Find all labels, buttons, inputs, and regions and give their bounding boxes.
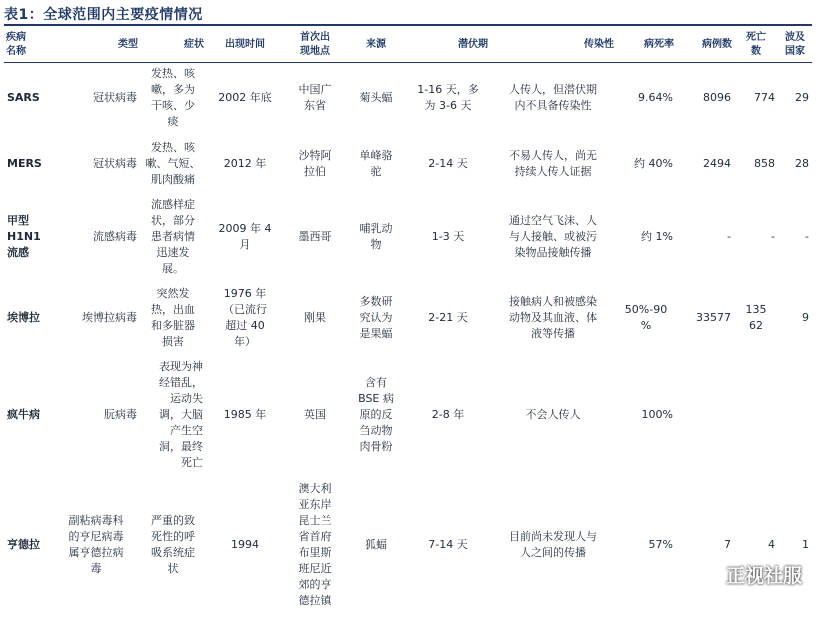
symptoms: 严重的致 死性的呼 吸系统症 状 bbox=[151, 514, 195, 575]
table-row bbox=[4, 66, 812, 130]
header-cases: 病例数 bbox=[702, 39, 732, 50]
origin-source: 多数研 究认为 是果蝠 bbox=[359, 295, 393, 340]
origin-source: 菊头蝠 bbox=[359, 91, 393, 104]
symptoms: 突然发 热，出血 和多脏器 损害 bbox=[151, 287, 195, 348]
header-time: 出现时间 bbox=[225, 39, 265, 50]
table-row bbox=[4, 130, 812, 197]
header-transmission: 传染性 bbox=[584, 39, 614, 50]
header-rule bbox=[4, 62, 812, 63]
header-name: 疾病 名称 bbox=[6, 32, 26, 57]
transmissibility: 接触病人和被感染 动物及其血液、体 液等传播 bbox=[509, 295, 597, 340]
incubation-period: 1-3 天 bbox=[431, 230, 465, 243]
first-appearance: 2002 年底 bbox=[218, 91, 272, 104]
fatality-rate: 约 1% bbox=[641, 230, 673, 243]
first-location: 英国 bbox=[304, 408, 326, 421]
watermark-text: 正视社服 bbox=[725, 565, 802, 587]
country-count: 28 bbox=[795, 156, 809, 170]
first-location: 刚果 bbox=[304, 311, 326, 324]
disease-name: MERS bbox=[7, 156, 42, 170]
case-count bbox=[676, 359, 734, 471]
country-count: 1 bbox=[802, 538, 809, 551]
country-count: 9 bbox=[802, 311, 809, 324]
virus-type: 朊病毒 bbox=[104, 408, 137, 421]
symptoms: 发热、咳 嗽，多为 干咳、少 痰 bbox=[151, 67, 195, 128]
transmissibility: 通过空气飞沫、人 与人接触、或被污 染物品接触传播 bbox=[509, 214, 597, 259]
watermark bbox=[694, 561, 802, 588]
header-source: 来源 bbox=[366, 39, 386, 50]
case-count: 33577 bbox=[696, 311, 731, 324]
first-appearance: 2012 年 bbox=[223, 156, 267, 170]
wechat-icon bbox=[694, 565, 720, 585]
case-count: - bbox=[727, 230, 731, 243]
death-count: 858 bbox=[754, 156, 775, 170]
header-fatality: 病死率 bbox=[644, 39, 674, 50]
first-appearance: 1985 年 bbox=[223, 408, 267, 421]
disease-name: 亨德拉 bbox=[7, 538, 40, 551]
symptoms: 流感样症 状，部分 患者病情 迅速发 展。 bbox=[151, 198, 195, 275]
disease-name: SARS bbox=[7, 91, 40, 104]
origin-source: 哺乳动 物 bbox=[359, 222, 393, 251]
table-caption: 表1：全球范围内主要疫情情况 bbox=[4, 7, 203, 23]
header-symptoms: 症状 bbox=[184, 39, 204, 50]
country-count: - bbox=[805, 230, 809, 243]
disease-name: 疯牛病 bbox=[7, 408, 40, 421]
incubation-period: 7-14 天 bbox=[428, 538, 468, 551]
origin-source: 狐蝠 bbox=[365, 538, 387, 551]
fatality-rate: 50%-90 % bbox=[624, 303, 668, 332]
table-row bbox=[4, 359, 812, 471]
fatality-rate: 100% bbox=[641, 408, 673, 421]
table-row bbox=[4, 277, 812, 359]
transmissibility: 不会人传人 bbox=[525, 408, 581, 421]
header-row bbox=[4, 24, 812, 66]
table-row bbox=[4, 197, 812, 277]
first-location: 中国广 东省 bbox=[298, 83, 332, 112]
incubation-period: 1-16 天，多 为 3-6 天 bbox=[417, 83, 479, 112]
death-count: 774 bbox=[754, 91, 775, 104]
country-count bbox=[778, 359, 812, 471]
virus-type: 冠状病毒 bbox=[93, 91, 137, 104]
symptoms: 表现为神 经错乱， 运动失 调，大脑 产生空 洞，最终 死亡 bbox=[159, 360, 203, 469]
virus-type: 冠状病毒 bbox=[93, 156, 137, 170]
case-count: 8096 bbox=[703, 91, 731, 104]
fatality-rate: 57% bbox=[648, 538, 673, 551]
symptoms: 发热、咳 嗽、气短、 肌肉酸痛 bbox=[145, 140, 201, 186]
case-count: 7 bbox=[724, 538, 731, 551]
disease-name: 甲型 H1N1 流感 bbox=[7, 214, 41, 259]
first-location: 沙特阿 拉伯 bbox=[298, 148, 332, 178]
table-row bbox=[4, 471, 812, 619]
transmissibility: 目前尚未发现人与 人之间的传播 bbox=[509, 530, 597, 559]
first-location: 澳大利 亚东岸 昆士兰 省首府 布里斯 班尼近 郊的亨 德拉镇 bbox=[298, 482, 332, 607]
origin-source: 单峰骆 驼 bbox=[359, 148, 393, 178]
first-appearance: 2009 年 4 月 bbox=[218, 222, 272, 251]
first-location: 墨西哥 bbox=[298, 230, 332, 243]
transmissibility: 人传人，但潜伏期 内不具备传染性 bbox=[509, 83, 597, 112]
first-appearance: 1994 bbox=[231, 538, 259, 551]
death-count: 135 62 bbox=[745, 303, 767, 332]
fatality-rate: 约 40% bbox=[634, 156, 673, 170]
incubation-period: 2-14 天 bbox=[428, 156, 468, 170]
header-countries: 波及 国家 bbox=[785, 32, 805, 57]
death-count: 4 bbox=[768, 538, 775, 551]
first-appearance: 1976 年 （已流行 超过 40 年） bbox=[223, 287, 267, 348]
virus-type: 埃博拉病毒 bbox=[82, 311, 137, 324]
death-count bbox=[734, 359, 778, 471]
death-count: - bbox=[771, 230, 775, 243]
fatality-rate: 9.64% bbox=[638, 91, 673, 104]
case-count: 2494 bbox=[703, 156, 731, 170]
incubation-period: 2-21 天 bbox=[428, 311, 468, 324]
header-deaths: 死亡 数 bbox=[746, 32, 766, 57]
header-type: 类型 bbox=[118, 39, 138, 50]
transmissibility: 不易人传人，尚无 持续人传人证据 bbox=[509, 148, 597, 178]
epidemic-table bbox=[4, 24, 812, 619]
country-count: 29 bbox=[795, 91, 809, 104]
virus-type: 副粘病毒科 的亨尼病毒 属亨德拉病 毒 bbox=[68, 514, 124, 575]
header-incubation: 潜伏期 bbox=[458, 39, 488, 50]
disease-name: 埃博拉 bbox=[7, 311, 40, 324]
origin-source: 含有 BSE 病 原的反 刍动物 肉骨粉 bbox=[358, 376, 394, 453]
header-first-place: 首次出 现地点 bbox=[300, 32, 330, 57]
virus-type: 流感病毒 bbox=[93, 230, 137, 243]
incubation-period: 2-8 年 bbox=[431, 408, 465, 421]
